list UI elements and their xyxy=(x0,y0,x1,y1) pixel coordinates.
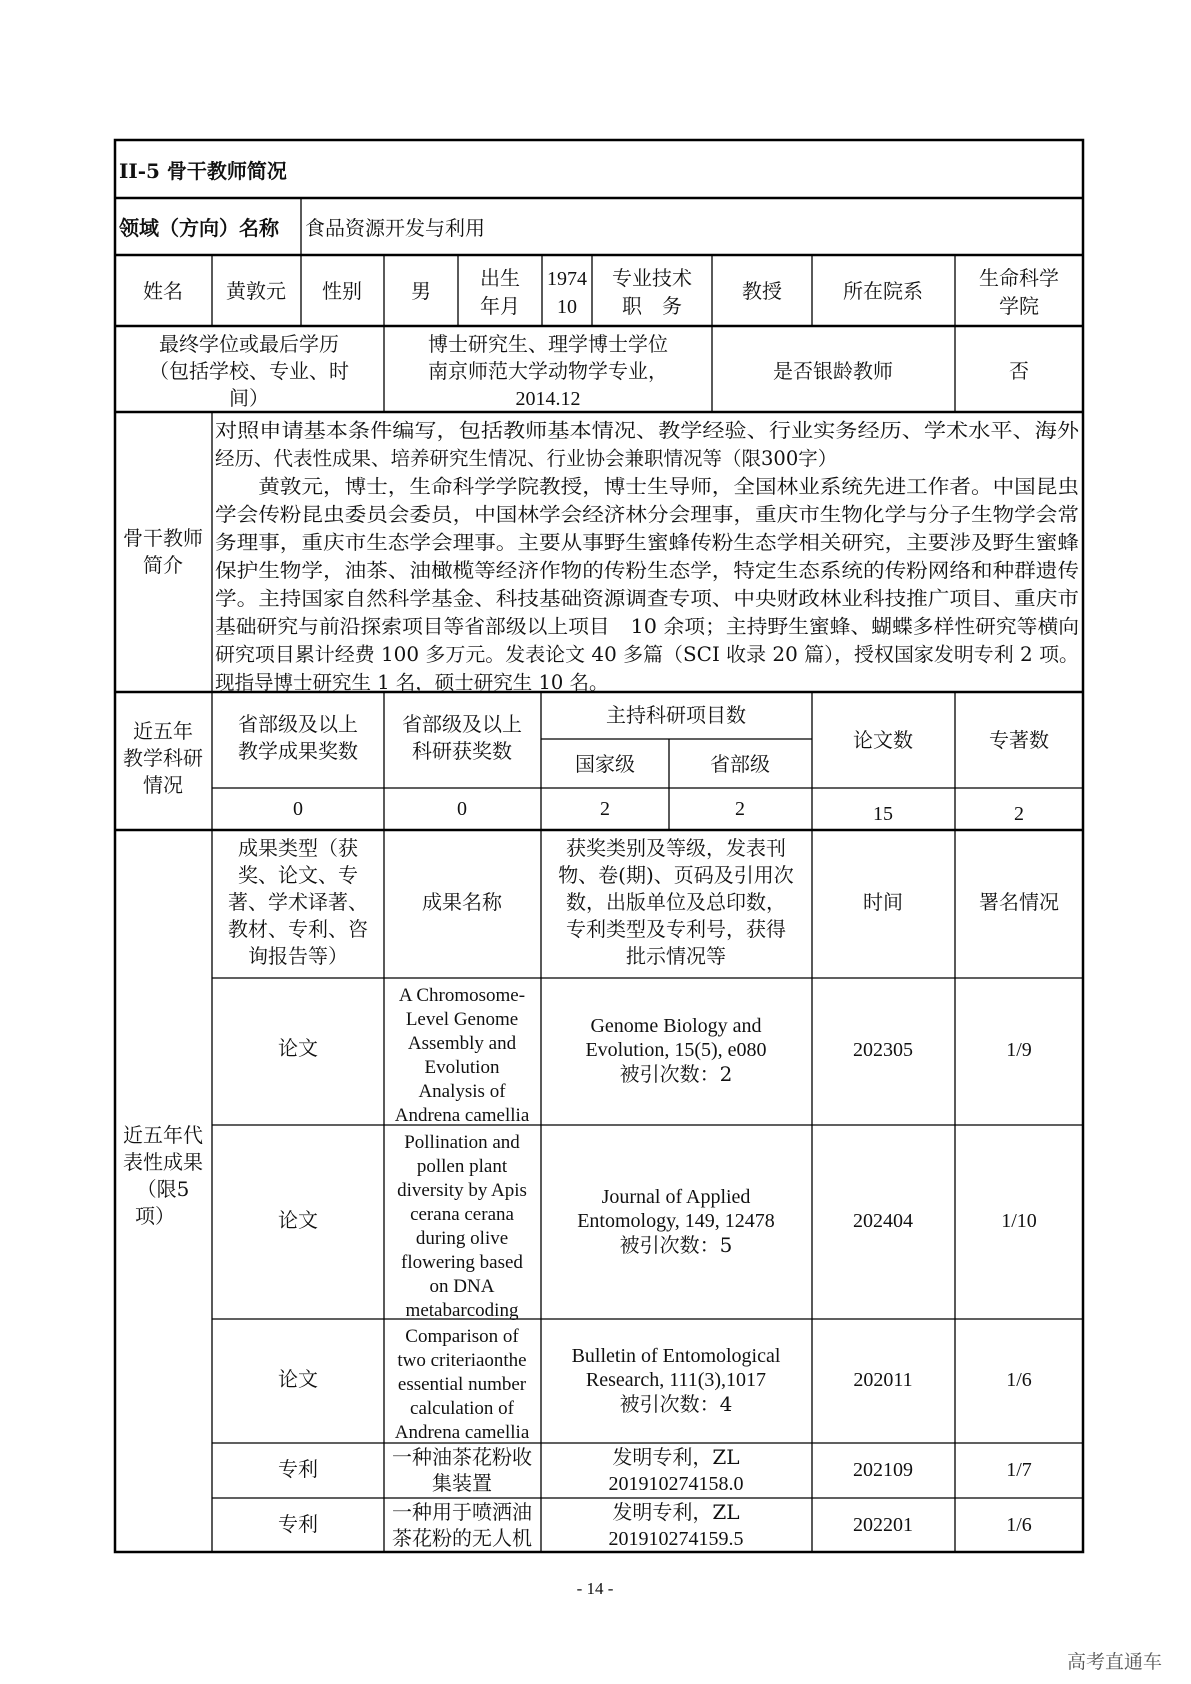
row-author: 1/9 xyxy=(1006,1039,1032,1061)
row-name: cerana cerana xyxy=(410,1204,514,1225)
row-detail: Entomology, 149, 12478 xyxy=(577,1210,775,1232)
stats-label-line1: 近五年 xyxy=(133,719,193,743)
row-detail: Bulletin of Entomological xyxy=(571,1345,781,1367)
stats-label-line3: 情况 xyxy=(143,773,183,797)
intro-line: 经历、代表性成果、培养研究生情况、行业协会兼职情况等（限300字） xyxy=(215,447,838,470)
row-name: Comparison of xyxy=(405,1326,519,1347)
intro-line: 学会传粉昆虫委员会委员，中国林学会经济林分会理事，重庆市生物化学与分子生物学会常 xyxy=(215,503,1079,526)
row-name: flowering based xyxy=(401,1252,523,1273)
papers-label: 论文数 xyxy=(853,728,913,752)
row-type: 专利 xyxy=(278,1512,318,1536)
watermark: 高考直通车 xyxy=(1066,1651,1162,1673)
degree-label-line1: 最终学位或最后学历 xyxy=(159,332,339,356)
row-detail: Research, 111(3),1017 xyxy=(585,1369,767,1391)
row-name: Analysis of xyxy=(418,1081,506,1102)
header-detail: 专利类型及专利号，获得 xyxy=(566,917,786,941)
books-label: 专著数 xyxy=(989,728,1049,752)
row-name: during olive xyxy=(415,1228,509,1249)
teacher-gender: 男 xyxy=(411,279,431,303)
row-detail: 201910274159.5 xyxy=(608,1528,744,1550)
header-author: 署名情况 xyxy=(979,890,1059,914)
row-detail: Genome Biology and xyxy=(590,1015,762,1037)
intro-line: 对照申请基本条件编写，包括教师基本情况、教学经验、行业实务经历、学术水平、海外 xyxy=(215,419,1080,442)
row-author: 1/6 xyxy=(1006,1369,1032,1391)
teach-award-label-line2: 教学成果奖数 xyxy=(238,739,358,763)
header-detail: 获奖类别及等级，发表刊 xyxy=(566,836,786,860)
row-detail: 发明专利，ZL xyxy=(612,1445,740,1469)
achievements-label-line4: 项） xyxy=(135,1204,175,1228)
header-type: 著、学术译著、 xyxy=(228,890,368,914)
research-award-count: 0 xyxy=(457,798,467,820)
row-name: metabarcoding xyxy=(405,1300,519,1321)
intro-line: 现指导博士研究生 1 名，硕士研究生 10 名。 xyxy=(215,671,609,694)
papers-count: 15 xyxy=(873,803,893,825)
header-detail: 批示情况等 xyxy=(626,944,726,968)
intro-line: 基础研究与前沿探索项目等省部级以上项目 10 余项；主持野生蜜蜂、蝴蝶多样性研究等横向 xyxy=(215,615,1079,638)
row-name: two criteriaonthe xyxy=(397,1350,527,1371)
row-time: 202404 xyxy=(853,1210,913,1232)
national-count: 2 xyxy=(600,798,610,820)
header-type: 教材、专利、咨 xyxy=(228,917,368,941)
row-name: Evolution xyxy=(424,1057,500,1078)
row-name: calculation of xyxy=(410,1398,514,1419)
degree-label-line3: 间） xyxy=(229,386,269,410)
row-name: A Chromosome- xyxy=(398,985,526,1006)
header-type: 成果类型（获 xyxy=(238,836,358,860)
intro-text xyxy=(215,419,1080,694)
achievement-row xyxy=(278,1326,1032,1443)
intro-label-line1: 骨干教师 xyxy=(123,526,203,550)
senior-label: 是否银龄教师 xyxy=(773,359,893,383)
row-author: 1/6 xyxy=(1006,1514,1032,1536)
row-time: 202201 xyxy=(853,1514,913,1536)
row-name: diversity by Apis xyxy=(397,1180,527,1201)
projects-label: 主持科研项目数 xyxy=(606,703,746,727)
row-detail: 201910274158.0 xyxy=(608,1473,744,1495)
stats-label-line2: 教学科研 xyxy=(123,746,203,770)
title-label-line2: 职 务 xyxy=(622,294,682,318)
header-detail: 数，出版单位及总印数， xyxy=(566,890,786,914)
row-detail: 被引次数：4 xyxy=(619,1392,733,1416)
achievement-row xyxy=(278,985,1032,1126)
field-value: 食品资源开发与利用 xyxy=(305,216,485,240)
birth-label-line1: 出生 xyxy=(480,266,520,290)
row-name: Assembly and xyxy=(407,1033,517,1054)
achievement-row xyxy=(278,1445,1032,1495)
header-name: 成果名称 xyxy=(422,890,502,914)
birth-label-line2: 年月 xyxy=(480,294,520,318)
degree-label-line2: （包括学校、专业、时 xyxy=(149,359,349,383)
field-label: 领域（方向）名称 xyxy=(119,216,279,240)
page-number: - 14 - xyxy=(576,1579,614,1598)
header-detail: 物、卷(期)、页码及引用次 xyxy=(558,863,794,887)
row-name: Level Genome xyxy=(405,1009,519,1030)
teacher-name: 黄敦元 xyxy=(226,279,286,303)
intro-line: 学。主持国家自然科学基金、科技基础资源调查专项、中央财政林业科技推广项目、重庆市 xyxy=(215,587,1079,610)
intro-line: 研究项目累计经费 100 多万元。发表论文 40 多篇（SCI 收录 20 篇），授权国家发明专利 2 项。 xyxy=(215,643,1079,666)
teach-award-count: 0 xyxy=(293,798,303,820)
national-label: 国家级 xyxy=(575,752,635,776)
name-label: 姓名 xyxy=(143,279,183,303)
dept-label: 所在院系 xyxy=(843,279,923,303)
header-type: 询报告等） xyxy=(248,944,348,968)
intro-line: 黄敦元，博士，生命科学学院教授，博士生导师，全国林业系统先进工作者。中国昆虫 xyxy=(215,475,1080,498)
row-detail: 被引次数：5 xyxy=(619,1233,733,1257)
row-name: 一种用于喷洒油 xyxy=(392,1500,532,1524)
row-detail: Journal of Applied xyxy=(601,1186,751,1208)
row-author: 1/7 xyxy=(1006,1459,1032,1481)
achievement-row xyxy=(278,1132,1037,1321)
row-type: 论文 xyxy=(278,1208,318,1232)
header-time: 时间 xyxy=(863,890,903,914)
section-title: II-5 骨干教师简况 xyxy=(119,159,287,183)
birth-month: 10 xyxy=(557,296,577,318)
title-label-line1: 专业技术 xyxy=(612,266,692,290)
row-type: 专利 xyxy=(278,1457,318,1481)
teach-award-label-line1: 省部级及以上 xyxy=(238,712,358,736)
row-type: 论文 xyxy=(278,1367,318,1391)
achievements-label-line3: （限5 xyxy=(136,1177,190,1201)
row-detail: 被引次数：2 xyxy=(619,1062,733,1086)
row-name: Pollination and xyxy=(404,1132,520,1153)
header-type: 奖、论文、专 xyxy=(238,863,358,887)
row-time: 202109 xyxy=(853,1459,913,1481)
degree-line1: 博士研究生、理学博士学位 xyxy=(428,332,668,356)
achievements-label-line1: 近五年代 xyxy=(123,1123,203,1147)
row-detail: Evolution, 15(5), e080 xyxy=(585,1039,767,1061)
row-name: Andrena camellia xyxy=(394,1105,530,1126)
intro-line: 务理事，重庆市生态学会理事。主要从事野生蜜蜂传粉生态学相关研究，主要涉及野生蜜蜂 xyxy=(215,531,1079,554)
intro-label-line2: 简介 xyxy=(143,553,183,577)
achievement-row xyxy=(278,1500,1032,1550)
row-author: 1/10 xyxy=(1001,1210,1037,1232)
achievements-label-line2: 表性成果 xyxy=(123,1150,203,1174)
row-name: 集装置 xyxy=(432,1471,492,1495)
research-award-label-line1: 省部级及以上 xyxy=(402,712,522,736)
row-name: 茶花粉的无人机 xyxy=(392,1526,532,1550)
row-name: Andrena camellia xyxy=(394,1422,530,1443)
research-award-label-line2: 科研获奖数 xyxy=(412,739,512,763)
gender-label: 性别 xyxy=(322,279,362,303)
provincial-label: 省部级 xyxy=(710,752,770,776)
provincial-count: 2 xyxy=(735,798,745,820)
row-time: 202011 xyxy=(853,1369,913,1391)
row-detail: 发明专利，ZL xyxy=(612,1500,740,1524)
row-name: on DNA xyxy=(429,1276,495,1297)
birth-year: 1974 xyxy=(547,268,587,290)
books-count: 2 xyxy=(1014,803,1024,825)
teacher-title: 教授 xyxy=(742,279,782,303)
row-name: 一种油茶花粉收 xyxy=(392,1445,532,1469)
row-type: 论文 xyxy=(278,1036,318,1060)
degree-line2: 南京师范大学动物学专业， xyxy=(428,359,668,383)
row-name: pollen plant xyxy=(416,1156,508,1177)
dept-line1: 生命科学 xyxy=(979,266,1059,290)
dept-line2: 学院 xyxy=(999,294,1039,318)
intro-line: 保护生物学，油茶、油橄榄等经济作物的传粉生态学，特定生态系统的传粉网络和种群遗传 xyxy=(215,559,1079,582)
senior-value: 否 xyxy=(1009,359,1029,383)
row-time: 202305 xyxy=(853,1039,913,1061)
degree-line3: 2014.12 xyxy=(515,388,581,410)
row-name: essential number xyxy=(397,1374,527,1395)
